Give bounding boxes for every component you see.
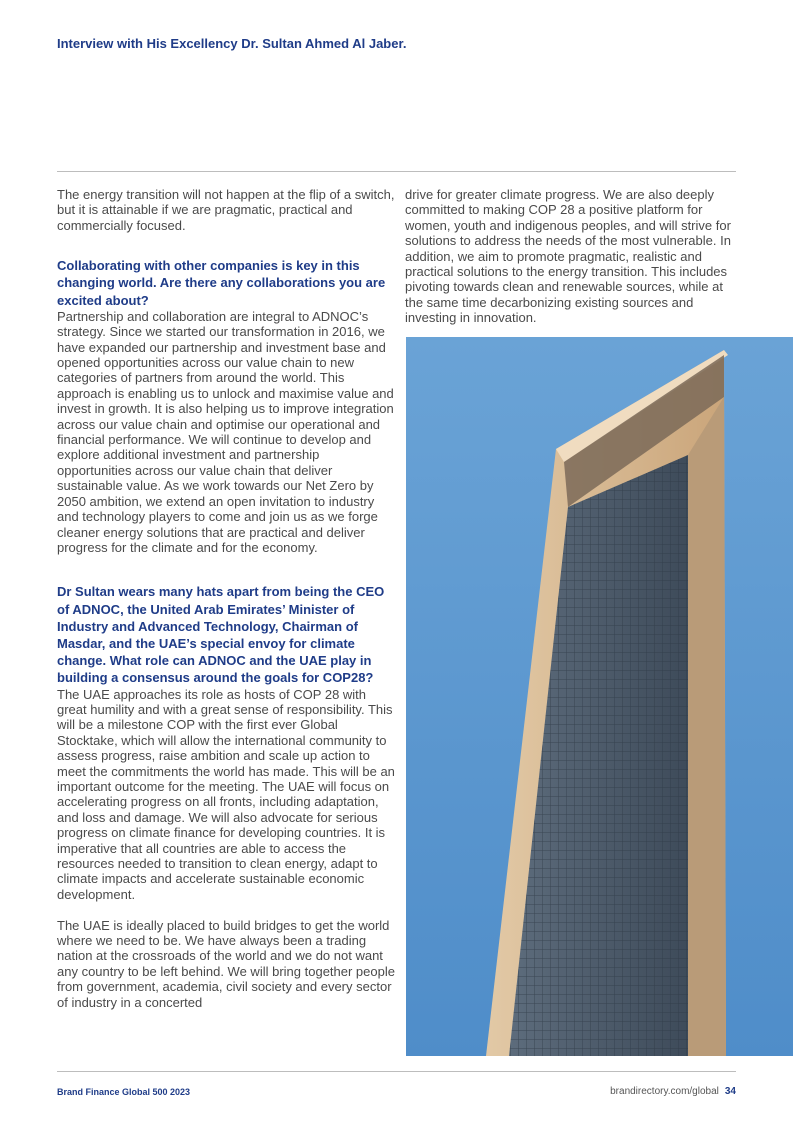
page-number: 34 [724,1086,736,1097]
adnoc-tower-photo [406,337,793,1056]
left-column [57,187,395,1010]
footer-url[interactable]: brandirectory.com/global [610,1086,719,1097]
right-column [405,187,738,326]
question-cop28-role: Dr Sultan wears many hats apart from being the CEO of ADNOC, the United Arab Emirates’ Minister of Industry and Advanced Technology, Chairman of Masdar, and the UAE’s special envoy for climate change. What role can ADNOC and the UAE play in building a consensus around the goals for COP28? [57,584,385,686]
continued-paragraph: drive for greater climate progress. We are also deeply committed to making COP 28 a positive platform for women, youth and indigenous peoples, and will strive for solutions to address the needs of the most vulnerable. In addition, we aim to promote pragmatic, realistic and practical solutions to the energy transition. This includes pivoting towards clean and renewable sources, while at the same time decarbonizing existing sources and investing in innovation. [405,187,731,326]
footer-right [610,1086,736,1097]
bottom-divider [57,1071,736,1072]
footer-publication: Brand Finance Global 500 2023 [57,1087,191,1097]
question-collaborations: Collaborating with other companies is key in this changing world. Are there any collaborations you are excited about? [57,258,386,308]
answer-cop28-role: The UAE approaches its role as hosts of COP 28 with great humility and with a great sense of responsibility. This will be a milestone COP with the first ever Global Stocktake, which will allow the international community to assess progress, raise ambition and scale up action to meet the commitments the world has made. This will be an important outcome for the meeting. The UAE will focus on accelerating progress on all fronts, including adaptation, and loss and damage. We will also advocate for serious progress on climate finance for developing countries. It is imperative that all countries are able to access the resources needed to transition to clean energy, adapt to climate impacts and accelerate sustainable economic development. [57,686,395,902]
top-divider [57,171,736,172]
intro-paragraph: The energy transition will not happen at the flip of a switch, but it is attainable if we are pragmatic, practical and commercially focused. [57,187,395,233]
page-header-title: Interview with His Excellency Dr. Sultan Ahmed Al Jaber. [57,36,407,51]
answer-collaborations: Partnership and collaboration are integral to ADNOC’s strategy. Since we started our transformation in 2016, we have expanded our partnership and investment base and opened opportunities across our value chain to new categories of partners from around the world. This approach is enabling us to unlock and maximise value and invest in growth. It is also helping us to improve integration across our value chain and optimise our operational and financial performance. We will continue to develop and explore additional investment and partnership opportunities across our value chain that deliver sustainable value. As we work towards our Net Zero by 2050 ambition, we extend an open invitation to industry and technology players to come and join us as we forge cleaner energy solutions that are practical and deliver progress for the climate and for the economy. [57,308,394,555]
answer-bridges: The UAE is ideally placed to build bridges to get the world where we need to be. We have always been a trading nation at the crossroads of the world and we do not want any country to be left behind. We will bring together people from government, academia, civil society and every sector of industry in a concerted [57,917,395,1010]
